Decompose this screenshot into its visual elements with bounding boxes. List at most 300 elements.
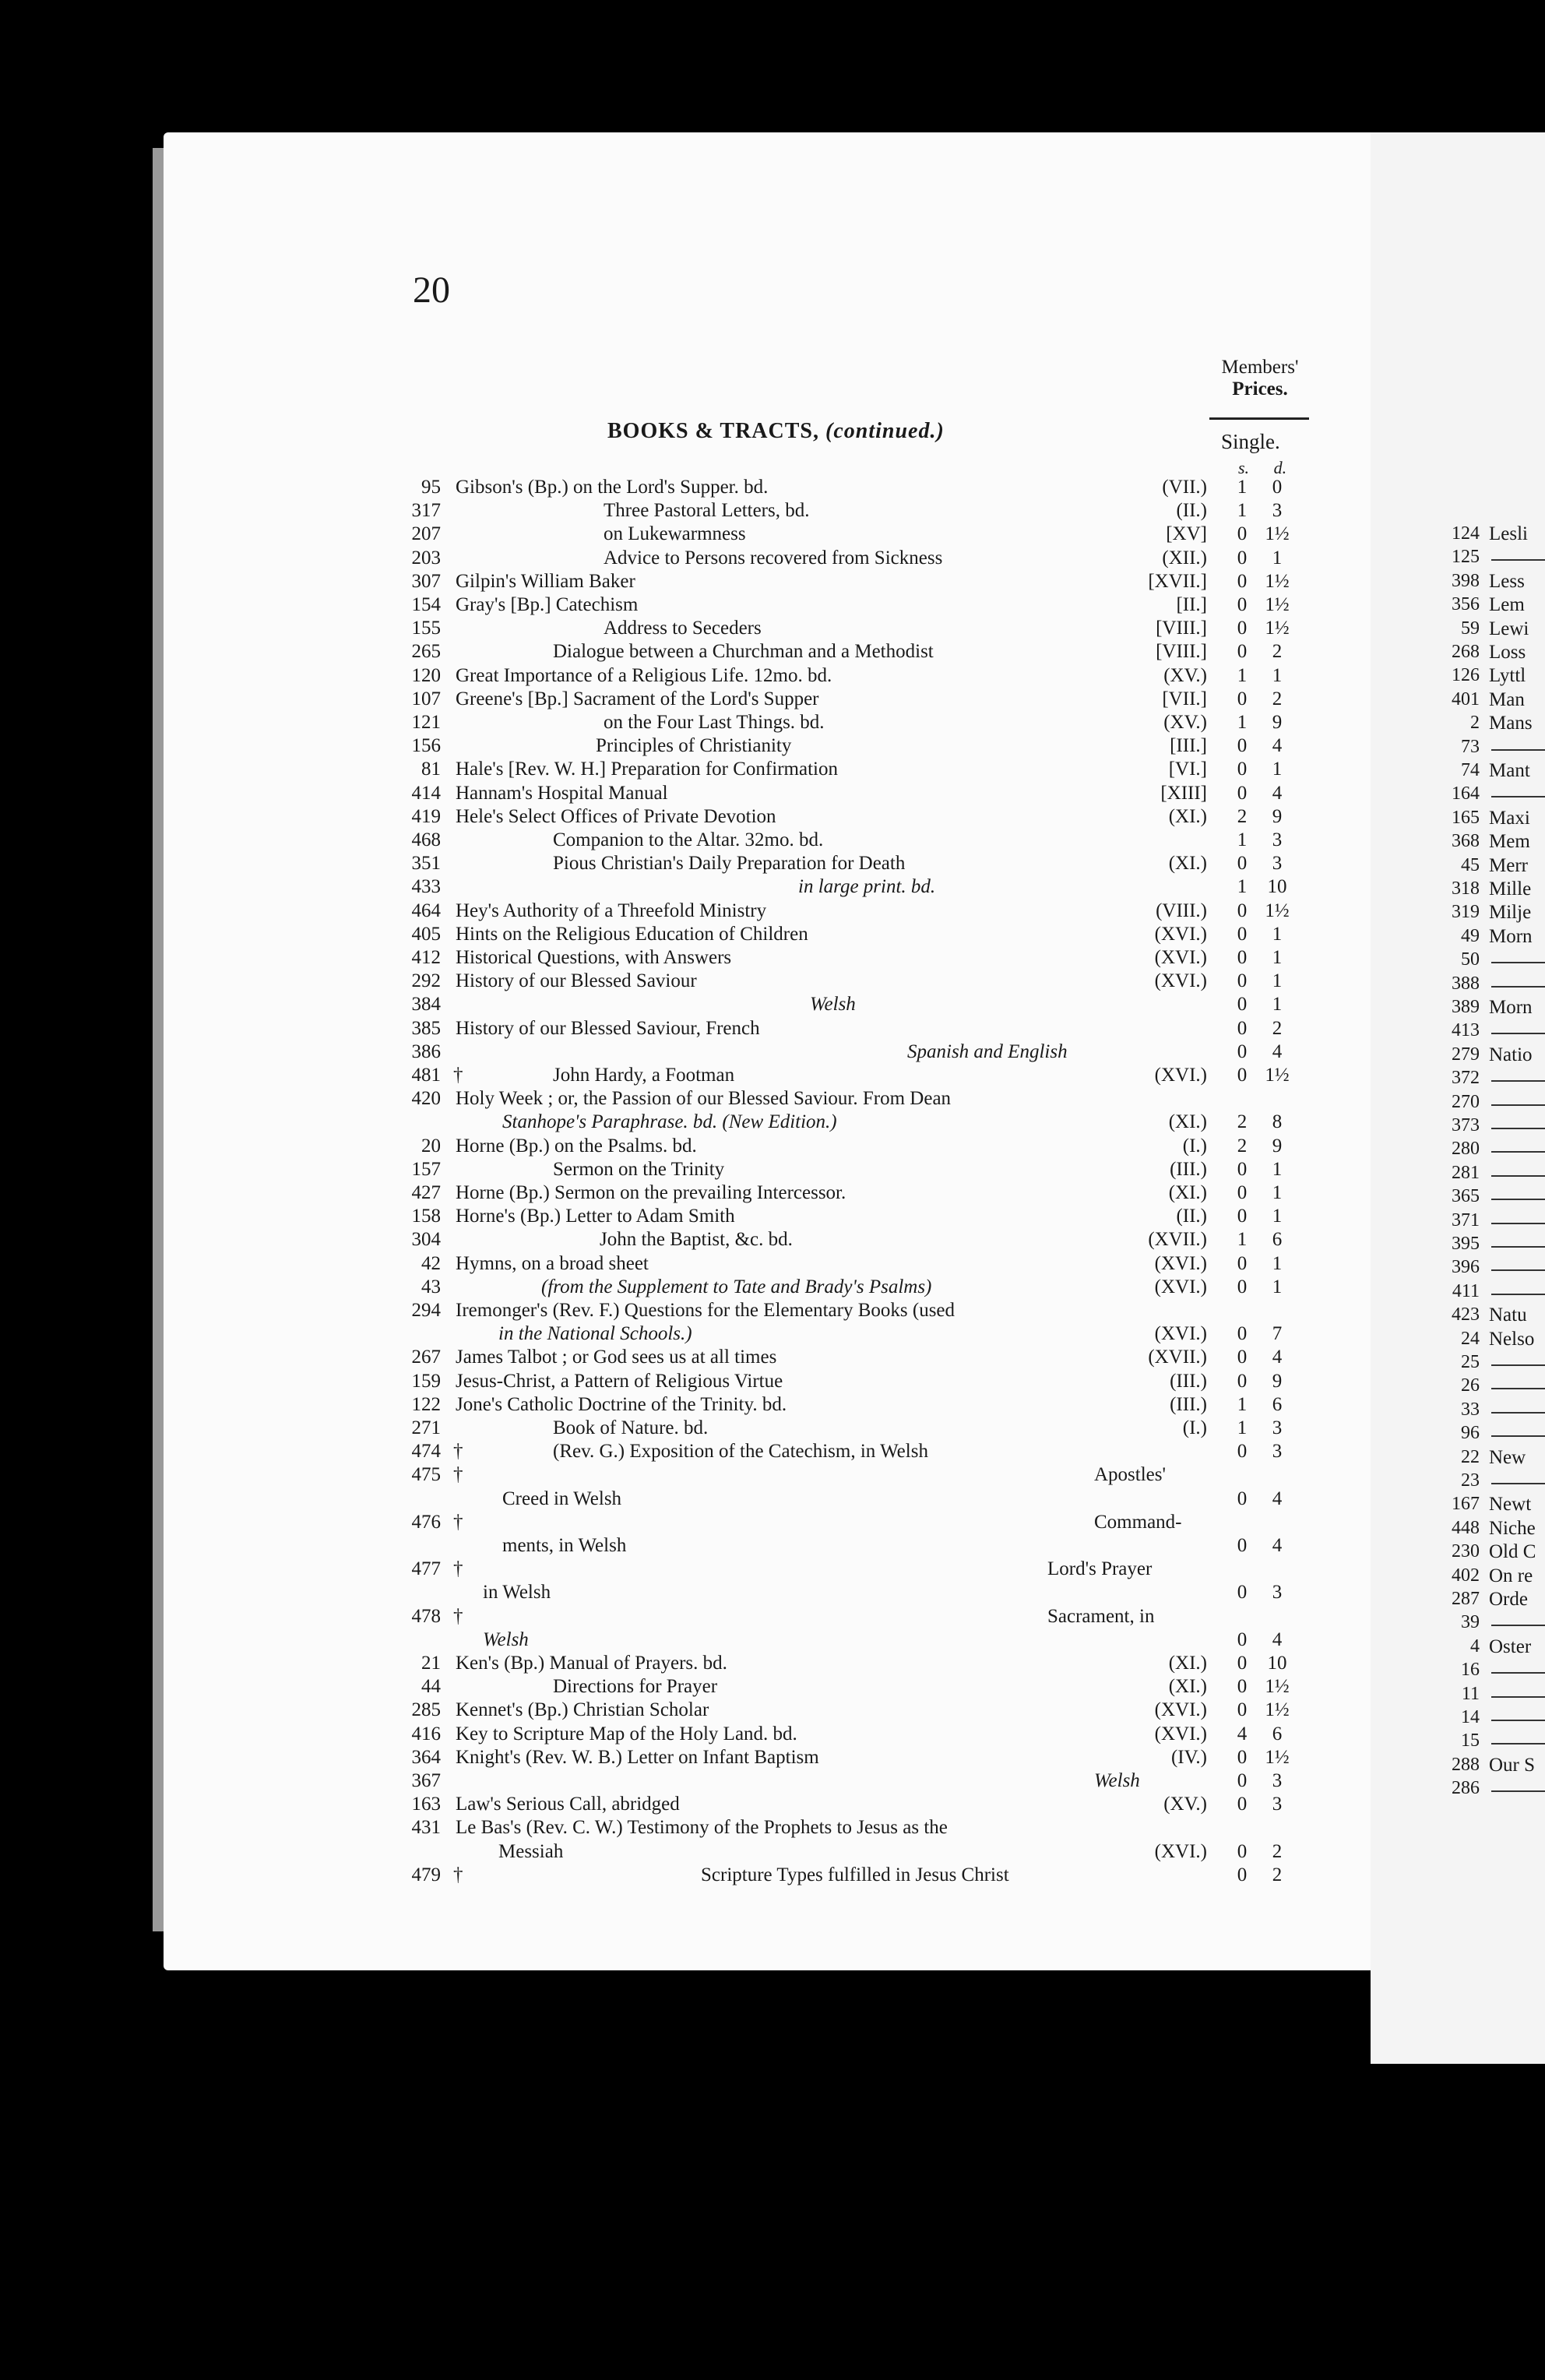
members-label: Members'	[1221, 357, 1299, 378]
facing-entry-number: 280	[1452, 1139, 1480, 1160]
price-pence: 1½	[1265, 1746, 1290, 1768]
facing-entry-number: 365	[1452, 1186, 1480, 1207]
facing-entry-dash	[1491, 1483, 1545, 1484]
list-item	[0, 1088, 1324, 1111]
facing-entry-title: On re	[1489, 1565, 1533, 1586]
list-item	[0, 547, 1324, 571]
entry-title: Law's Serious Call, abridged	[456, 1794, 680, 1815]
series-ref: (III.)	[1170, 1393, 1207, 1415]
list-item	[0, 924, 1324, 947]
facing-entry-dash	[1491, 1175, 1545, 1177]
price-pence: 1½	[1265, 618, 1290, 639]
price-pence: 1½	[1265, 1699, 1290, 1721]
entry-title: Horne (Bp.) Sermon on the prevailing Intercessor.	[456, 1182, 846, 1203]
facing-entry-number: 15	[1461, 1730, 1480, 1752]
facing-entry-number: 398	[1452, 570, 1480, 591]
price-shillings: 1	[1237, 712, 1248, 733]
entry-title: John Hardy, a Footman	[553, 1065, 735, 1086]
list-item	[0, 1276, 1324, 1300]
entry-number: 157	[411, 1158, 441, 1180]
facing-entry-number: 402	[1452, 1565, 1480, 1586]
entry-title: Jone's Catholic Doctrine of the Trinity. bd.	[456, 1393, 787, 1415]
entry-title: Holy Week ; or, the Passion of our Blessed Saviour. From Dean	[456, 1088, 952, 1110]
entry-number: 21	[421, 1653, 441, 1674]
facing-entry-dash	[1491, 1412, 1545, 1414]
facing-entry-title: New	[1489, 1446, 1526, 1468]
price-pence: 1	[1272, 759, 1283, 780]
facing-entry-title: Oster	[1489, 1635, 1532, 1657]
series-ref: (XI.)	[1168, 1111, 1207, 1133]
list-item	[0, 594, 1324, 618]
price-shillings: 0	[1237, 594, 1248, 615]
facing-entry-number: 230	[1452, 1541, 1480, 1562]
facing-entry-title: Mans	[1489, 713, 1533, 734]
facing-entry-dash	[1491, 1128, 1545, 1129]
list-item	[0, 618, 1324, 641]
entry-number: 412	[411, 947, 441, 968]
facing-entry-number: 50	[1461, 949, 1480, 970]
entry-title: on the Four Last Things. bd.	[604, 712, 825, 733]
price-shillings: 0	[1237, 1276, 1248, 1297]
entry-number: 433	[411, 876, 441, 898]
list-item	[0, 853, 1324, 876]
price-pence: 9	[1272, 1370, 1283, 1392]
facing-entry-title: Loss	[1489, 642, 1526, 663]
price-shillings: 1	[1237, 829, 1248, 850]
entry-title: Hale's [Rev. W. H.] Preparation for Confirmation	[456, 759, 838, 780]
entry-title: Great Importance of a Religious Life. 12mo. bd.	[456, 664, 832, 686]
entry-number: 317	[411, 500, 441, 522]
price-pence: 1½	[1265, 1676, 1290, 1698]
entry-title: Lord's Prayer	[1047, 1558, 1153, 1580]
price-pence: 10	[1267, 876, 1287, 898]
price-shillings: 0	[1237, 1653, 1248, 1674]
facing-entry-title: Maxi	[1489, 807, 1530, 829]
list-item	[0, 1347, 1324, 1370]
entry-number: 203	[411, 547, 441, 569]
price-shillings: 0	[1237, 970, 1248, 992]
series-ref: (III.)	[1170, 1370, 1207, 1392]
price-pence: 1	[1272, 1252, 1283, 1274]
entry-title: Hannam's Hospital Manual	[456, 782, 668, 804]
price-pence: 4	[1272, 735, 1283, 757]
price-shillings: 0	[1237, 523, 1248, 545]
price-pence: 4	[1272, 1628, 1283, 1650]
list-item	[0, 1135, 1324, 1159]
entry-number: 95	[421, 477, 441, 498]
list-item	[0, 1464, 1324, 1488]
entry-title: Hymns, on a broad sheet	[456, 1252, 649, 1274]
entry-number: 158	[411, 1206, 441, 1227]
facing-entry-title: Morn	[1489, 925, 1533, 947]
price-pence: 4	[1272, 1488, 1283, 1509]
price-shillings: 0	[1237, 900, 1248, 921]
facing-entry-number: 286	[1452, 1778, 1480, 1799]
price-shillings: 0	[1237, 1323, 1248, 1345]
facing-entry-number: 371	[1452, 1209, 1480, 1230]
series-ref: [VII.]	[1162, 688, 1207, 709]
list-item	[0, 1253, 1324, 1276]
facing-entry-number: 373	[1452, 1115, 1480, 1135]
facing-entry-dash	[1491, 1388, 1545, 1389]
series-ref: (I.)	[1182, 1135, 1207, 1157]
entry-title: ments, in Welsh	[502, 1535, 627, 1556]
price-shillings: 4	[1237, 1723, 1248, 1745]
facing-entry-number: 126	[1452, 665, 1480, 686]
facing-entry-dash	[1491, 1033, 1545, 1034]
entry-title: (from the Supplement to Tate and Brady's Psalms)	[541, 1276, 932, 1297]
facing-entry-number: 73	[1461, 736, 1480, 757]
entry-title: in Welsh	[483, 1582, 551, 1604]
series-ref: (XVI.)	[1154, 970, 1207, 992]
series-ref: (XVI.)	[1154, 923, 1207, 945]
facing-entry-number: 4	[1470, 1635, 1480, 1656]
pence-label: d.	[1273, 458, 1287, 477]
price-shillings: 0	[1237, 923, 1248, 945]
price-pence: 2	[1272, 688, 1283, 709]
list-item	[0, 1817, 1324, 1840]
price-pence: 2	[1272, 1840, 1283, 1862]
facing-entry-number: 356	[1452, 594, 1480, 615]
entry-title: Dialogue between a Churchman and a Methodist	[553, 641, 934, 663]
series-ref: (XVII.)	[1148, 1347, 1207, 1368]
facing-entry-number: 423	[1452, 1304, 1480, 1326]
facing-entry-number: 23	[1461, 1470, 1480, 1491]
facing-entry-number: 16	[1461, 1660, 1480, 1681]
single-label: Single.	[1221, 430, 1280, 453]
price-shillings: 0	[1237, 1794, 1248, 1815]
price-pence: 3	[1272, 1770, 1283, 1791]
entry-title: Companion to the Altar. 32mo. bd.	[553, 829, 824, 850]
price-shillings: 0	[1237, 1065, 1248, 1086]
price-pence: 1	[1272, 664, 1283, 686]
facing-entry-number: 2	[1470, 713, 1480, 734]
facing-entry-dash	[1491, 1223, 1545, 1224]
series-ref: (IV.)	[1170, 1746, 1207, 1768]
entry-number: 386	[411, 1040, 441, 1062]
facing-entry-title: Nelso	[1489, 1328, 1535, 1350]
facing-entry-number: 25	[1461, 1352, 1480, 1372]
list-item	[0, 571, 1324, 594]
entry-title: in large print. bd.	[798, 876, 936, 898]
facing-entry-title: Old C	[1489, 1541, 1536, 1563]
price-pence: 1½	[1265, 523, 1290, 545]
entry-title: Scripture Types fulfilled in Jesus Christ	[701, 1864, 1009, 1885]
series-ref: (XVI.)	[1154, 1840, 1207, 1862]
list-item	[0, 641, 1324, 664]
price-shillings: 0	[1237, 1370, 1248, 1392]
facing-entry-number: 268	[1452, 642, 1480, 662]
list-item	[0, 523, 1324, 547]
price-pence: 3	[1272, 1582, 1283, 1604]
price-pence: 10	[1267, 1653, 1287, 1674]
entry-title: Iremonger's (Rev. F.) Questions for the Elementary Books (used	[456, 1300, 956, 1321]
price-pence: 1	[1272, 947, 1283, 968]
price-pence: 6	[1272, 1229, 1283, 1251]
entry-title: Le Bas's (Rev. C. W.) Testimony of the Prophets to Jesus as the	[456, 1817, 948, 1839]
list-item	[0, 900, 1324, 924]
list-item	[0, 1606, 1324, 1629]
list-item	[0, 1770, 1324, 1794]
facing-entry-number: 288	[1452, 1754, 1480, 1775]
facing-entry-title: Less	[1489, 570, 1525, 592]
entry-title: Hele's Select Offices of Private Devotion	[456, 805, 776, 827]
facing-entry-title: Lewi	[1489, 618, 1529, 639]
series-ref: [VIII.]	[1156, 641, 1207, 663]
list-item	[0, 1747, 1324, 1770]
page-number: 20	[413, 269, 450, 311]
series-ref: (XVI.)	[1154, 1065, 1207, 1086]
entry-title: History of our Blessed Saviour, French	[456, 1017, 760, 1039]
list-item	[0, 500, 1324, 523]
entry-number: 207	[411, 523, 441, 545]
list-item	[0, 1323, 1324, 1347]
facing-entry-number: 24	[1461, 1328, 1480, 1349]
facing-entry-number: 401	[1452, 688, 1480, 709]
facing-entry-dash	[1491, 1435, 1545, 1437]
price-shillings: 0	[1237, 782, 1248, 804]
facing-entry-dash	[1491, 962, 1545, 963]
dagger-mark: †	[453, 1511, 463, 1533]
entry-title: Ken's (Bp.) Manual of Prayers. bd.	[456, 1653, 727, 1674]
price-shillings: 0	[1237, 947, 1248, 968]
list-item	[0, 1558, 1324, 1582]
price-shillings: 0	[1237, 547, 1248, 569]
facing-entry-title: Morn	[1489, 997, 1533, 1018]
list-item	[0, 1111, 1324, 1135]
list-item	[0, 1653, 1324, 1676]
entry-title: Three Pastoral Letters, bd.	[604, 500, 810, 522]
price-pence: 1	[1272, 970, 1283, 992]
header-rule	[1209, 417, 1309, 420]
list-item	[0, 665, 1324, 688]
price-shillings: 2	[1237, 805, 1248, 827]
entry-title: in the National Schools.)	[498, 1323, 692, 1345]
entry-title: Gibson's (Bp.) on the Lord's Supper. bd.	[456, 477, 769, 498]
price-pence: 1½	[1265, 594, 1290, 615]
list-item	[0, 947, 1324, 970]
series-ref: (XVI.)	[1154, 1323, 1207, 1345]
list-item	[0, 783, 1324, 806]
list-item	[0, 829, 1324, 853]
facing-entry-title: Lesli	[1489, 523, 1528, 544]
facing-entry-dash	[1491, 1246, 1545, 1248]
entry-number: 479	[411, 1864, 441, 1885]
facing-entry-number: 411	[1452, 1280, 1480, 1301]
price-shillings: 0	[1237, 1840, 1248, 1862]
price-shillings: 0	[1237, 994, 1248, 1016]
price-shillings: 0	[1237, 1746, 1248, 1768]
series-ref: (II.)	[1176, 500, 1207, 522]
list-item	[0, 1065, 1324, 1088]
entry-number: 307	[411, 570, 441, 592]
facing-entry-dash	[1491, 986, 1545, 988]
series-ref: [XIII]	[1160, 782, 1207, 804]
list-item	[0, 1371, 1324, 1394]
entry-number: 384	[411, 994, 441, 1016]
price-shillings: 0	[1237, 1441, 1248, 1463]
entry-number: 304	[411, 1229, 441, 1251]
members-prices-header	[1205, 357, 1314, 400]
price-shillings: 0	[1237, 1158, 1248, 1180]
entry-title: Pious Christian's Daily Preparation for Death	[553, 853, 906, 875]
entry-number: 265	[411, 641, 441, 663]
entry-title: Command-	[1094, 1511, 1182, 1533]
entry-number: 20	[421, 1135, 441, 1157]
facing-entry-number: 318	[1452, 878, 1480, 899]
price-pence: 7	[1272, 1323, 1283, 1345]
facing-entry-title: Man	[1489, 688, 1525, 710]
facing-entry-title: Mem	[1489, 831, 1530, 853]
series-ref: (XII.)	[1162, 547, 1207, 569]
series-ref: (XI.)	[1168, 1182, 1207, 1203]
price-shillings: 1	[1237, 664, 1248, 686]
price-pence: 3	[1272, 1794, 1283, 1815]
series-ref: [II.]	[1176, 594, 1207, 615]
entry-title: Gray's [Bp.] Catechism	[456, 594, 639, 615]
entry-number: 351	[411, 853, 441, 875]
facing-entry-dash	[1491, 1080, 1545, 1082]
entry-title: Sermon on the Trinity	[553, 1158, 725, 1180]
entry-title: Welsh	[483, 1628, 529, 1650]
entry-title: Stanhope's Paraphrase. bd. (New Edition.)	[502, 1111, 837, 1133]
facing-entry-title: Mant	[1489, 760, 1530, 781]
entry-title: Jesus-Christ, a Pattern of Religious Virtue	[456, 1370, 783, 1392]
price-shillings: 2	[1237, 1111, 1248, 1133]
price-shillings: 1	[1237, 1417, 1248, 1438]
series-ref: (VII.)	[1162, 477, 1207, 498]
entry-title: Advice to Persons recovered from Sickness	[604, 547, 943, 569]
price-pence: 1	[1272, 1276, 1283, 1297]
facing-entry-dash	[1491, 559, 1545, 561]
dagger-mark: †	[453, 1464, 463, 1486]
series-ref: (XI.)	[1168, 853, 1207, 875]
facing-entry-title: Mille	[1489, 878, 1532, 900]
list-item	[0, 1182, 1324, 1206]
entry-number: 427	[411, 1182, 441, 1203]
facing-entry-number: 413	[1452, 1020, 1480, 1041]
price-shillings: 0	[1237, 1699, 1248, 1721]
facing-entry-number: 319	[1452, 902, 1480, 923]
price-shillings: 0	[1237, 1252, 1248, 1274]
list-item	[0, 1417, 1324, 1441]
entry-number: 163	[411, 1794, 441, 1815]
facing-entry-title: Merr	[1489, 854, 1528, 876]
series-ref: [XVII.]	[1148, 570, 1207, 592]
facing-entry-dash	[1491, 1364, 1545, 1366]
price-shillings: 0	[1237, 641, 1248, 663]
facing-entry-number: 14	[1461, 1707, 1480, 1727]
dagger-mark: †	[453, 1558, 463, 1580]
facing-entry-number: 39	[1461, 1612, 1480, 1633]
dagger-mark: †	[453, 1065, 463, 1086]
list-item	[0, 1441, 1324, 1464]
list-item	[0, 1018, 1324, 1041]
price-pence: 6	[1272, 1723, 1283, 1745]
price-shillings: 1	[1237, 500, 1248, 522]
facing-entry-title: Orde	[1489, 1589, 1528, 1610]
price-pence: 4	[1272, 1535, 1283, 1556]
entry-number: 120	[411, 664, 441, 686]
series-ref: (XVI.)	[1154, 1276, 1207, 1297]
facing-entry-number: 279	[1452, 1044, 1480, 1065]
dagger-mark: †	[453, 1605, 463, 1627]
facing-entry-number: 270	[1452, 1091, 1480, 1112]
price-shillings: 0	[1237, 1182, 1248, 1203]
entry-title: Messiah	[498, 1840, 564, 1862]
entry-number: 478	[411, 1605, 441, 1627]
facing-entry-dash	[1491, 1151, 1545, 1153]
price-shillings: 0	[1237, 1628, 1248, 1650]
entry-title: Welsh	[810, 994, 856, 1016]
entry-number: 43	[421, 1276, 441, 1297]
entry-title: Horne (Bp.) on the Psalms. bd.	[456, 1135, 697, 1157]
series-ref: (XI.)	[1168, 1676, 1207, 1698]
price-pence: 3	[1272, 1441, 1283, 1463]
title-main: BOOKS & TRACTS,	[607, 419, 819, 443]
entry-title: Welsh	[1094, 1770, 1140, 1791]
title-continued: (continued.)	[825, 419, 945, 443]
price-pence: 1	[1272, 1158, 1283, 1180]
entry-number: 285	[411, 1699, 441, 1721]
entry-title: Spanish and English	[907, 1040, 1068, 1062]
facing-entry-dash	[1491, 1104, 1545, 1106]
facing-entry-title: Our S	[1489, 1754, 1536, 1776]
price-shillings: 1	[1237, 477, 1248, 498]
price-shillings: 0	[1237, 1582, 1248, 1604]
facing-entry-number: 22	[1461, 1446, 1480, 1467]
list-item	[0, 1206, 1324, 1229]
price-shillings: 0	[1237, 1488, 1248, 1509]
series-ref: (VIII.)	[1156, 900, 1207, 921]
price-pence: 3	[1272, 1417, 1283, 1438]
entry-number: 405	[411, 923, 441, 945]
facing-entry-title: Lem	[1489, 594, 1525, 616]
entry-number: 367	[411, 1770, 441, 1791]
price-pence: 9	[1272, 805, 1283, 827]
column-units	[1238, 458, 1286, 478]
price-shillings: 0	[1237, 618, 1248, 639]
facing-entry-title: Newt	[1489, 1494, 1532, 1516]
list-item	[0, 1723, 1324, 1747]
series-ref: (XI.)	[1168, 1653, 1207, 1674]
list-item	[0, 735, 1324, 759]
list-item	[0, 806, 1324, 829]
price-shillings: 2	[1237, 1135, 1248, 1157]
price-shillings: 0	[1237, 1676, 1248, 1698]
facing-entry-number: 164	[1452, 783, 1480, 804]
price-pence: 1½	[1265, 1065, 1290, 1086]
series-ref: (XVI.)	[1154, 1252, 1207, 1274]
entry-number: 44	[421, 1676, 441, 1698]
entry-title: James Talbot ; or God sees us at all times	[456, 1347, 777, 1368]
price-shillings: 0	[1237, 1040, 1248, 1062]
entry-number: 476	[411, 1511, 441, 1533]
price-shillings: 1	[1237, 876, 1248, 898]
price-shillings: 0	[1237, 853, 1248, 875]
series-ref: (XVI.)	[1154, 1699, 1207, 1721]
entry-title: Gilpin's William Baker	[456, 570, 635, 592]
list-item	[0, 1582, 1324, 1605]
facing-entry-number: 45	[1461, 854, 1480, 875]
facing-entry-number: 26	[1461, 1375, 1480, 1396]
entry-number: 385	[411, 1017, 441, 1039]
facing-entry-number: 49	[1461, 925, 1480, 946]
series-ref: (XVI.)	[1154, 1723, 1207, 1745]
entry-title: History of our Blessed Saviour	[456, 970, 697, 992]
entry-title: Horne's (Bp.) Letter to Adam Smith	[456, 1206, 735, 1227]
list-item	[0, 1676, 1324, 1699]
